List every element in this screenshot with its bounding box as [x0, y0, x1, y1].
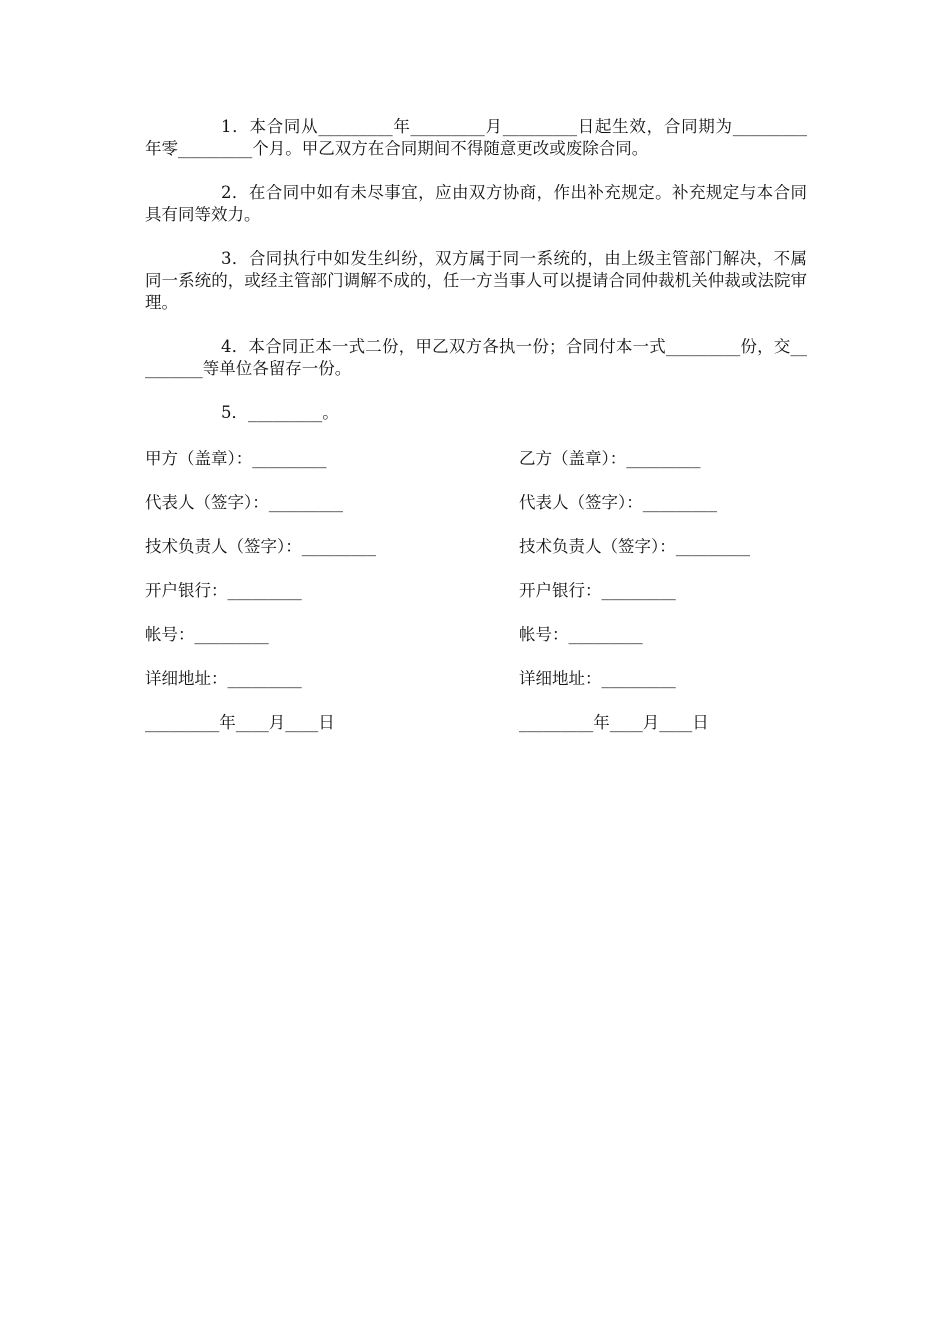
party-a-seal: 甲方（盖章）：_________	[145, 449, 327, 468]
party-a-bank: 开户银行：_________	[145, 581, 302, 600]
party-b-account: 帐号：_________	[519, 625, 643, 644]
party-b-seal: 乙方（盖章）：_________	[519, 449, 701, 468]
party-a-representative: 代表人（签字）：_________	[145, 493, 343, 512]
clause-2: 2．在合同中如有未尽事宜，应由双方协商，作出补充规定。补充规定与本合同具有同等效力。	[145, 183, 807, 224]
party-a-date: _________年____月____日	[145, 713, 335, 732]
party-b-tech-lead: 技术负责人（签字）：_________	[519, 537, 750, 556]
clause-1: 1．本合同从_________年_________月_________日起生效，合同期为_________年零_________个月。甲乙双方在合同期间不得随意更改或废除合同。	[145, 117, 807, 158]
party-a-account: 帐号：_________	[145, 625, 269, 644]
party-b-bank: 开户银行：_________	[519, 581, 676, 600]
clause-3: 3．合同执行中如发生纠纷，双方属于同一系统的，由上级主管部门解决，不属同一系统的，或经主管部门调解不成的，任一方当事人可以提请合同仲裁机关仲裁或法院审理。	[145, 249, 807, 312]
party-b-date: _________年____月____日	[519, 713, 709, 732]
party-a-tech-lead: 技术负责人（签字）：_________	[145, 537, 376, 556]
party-b-representative: 代表人（签字）：_________	[519, 493, 717, 512]
clause-4: 4．本合同正本一式二份，甲乙双方各执一份；合同付本一式_________份，交_________等单位各留存一份。	[145, 337, 807, 378]
party-b-address: 详细地址：_________	[519, 669, 676, 688]
party-a-address: 详细地址：_________	[145, 669, 302, 688]
clause-5: 5．_________。	[221, 403, 339, 422]
